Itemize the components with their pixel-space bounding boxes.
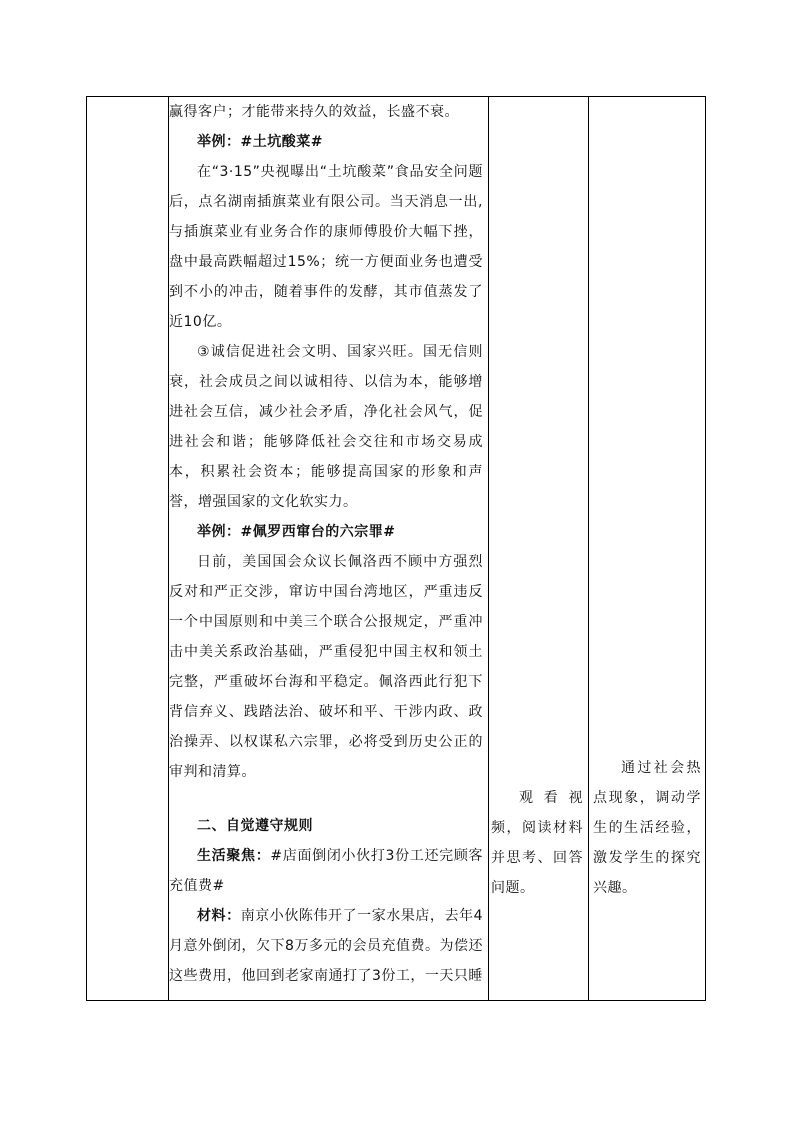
example-heading-2 [169,517,483,547]
paragraph-intro: 赢得客户；才能带来持久的效益，长盛不衰。 [169,104,459,120]
material-text: 南京小伙陈伟开了一家水果店，去年4月意外倒闭，欠下8万多元的会员充值费。为偿还这些费用，他回到老家南通打了3份工，一天只睡 [169,908,484,984]
focus-text: #店面倒闭小伙打3份工还完顾客充值费# [169,848,484,894]
column-divider-2 [488,97,489,1000]
teaching-content-column [169,97,483,991]
example-title: #土坑酸菜# [240,134,323,150]
life-focus [169,841,483,901]
material [169,901,483,991]
example-title: #佩罗西窜台的六宗罪# [240,524,396,540]
section-title: 二、自觉遵守规则 [197,818,313,834]
example-label: 举例： [197,134,241,150]
column-divider-3 [588,97,589,1000]
student-activity-text: 观看视频，阅读材料并思考、回答问题。 [491,790,583,896]
design-intent-text: 通过社会热点现象，调动学生的生活经验，激发学生的探究兴趣。 [593,760,701,896]
example-heading-1 [169,127,483,157]
paragraph-pickled-cabbage: 在“3·15”央视曝出“土坑酸菜”食品安全问题后，点名湖南插旗菜业有限公司。当天消息一出,与插旗菜业有业务合作的康师傅股价大幅下挫，盘中最高跌幅超过15%；统一方便面业务也遭受到不小的冲击，随着事件的发酵，其市值蒸发了近10亿。 [169,164,483,330]
paragraph-pelosi: 日前，美国国会众议长佩洛西不顾中方强烈反对和严正交涉，窜访中国台湾地区，严重违反一个中国原则和中美三个联合公报规定，严重冲击中美关系政治基础，严重侵犯中国主权和领土完整，严重破坏台海和平稳定。佩洛西此行犯下背信弃义、践踏法治、破坏和平、干涉内政、政治操弄、以权谋私六宗罪，必将受到历史公正的审判和清算。 [169,554,483,780]
lesson-table [86,96,706,1001]
student-activity-column [491,783,583,903]
design-intent-column [593,753,701,903]
paragraph-integrity: ③诚信促进社会文明、国家兴旺。国无信则衰，社会成员之间以诚相待、以信为本，能够增进社会互信，减少社会矛盾，净化社会风气，促进社会和谐；能够降低社会交往和市场交易成本，积累社会资本；能够提高国家的形象和声誉，增强国家的文化软实力。 [169,344,483,510]
example-label: 举例： [197,524,241,540]
material-label: 材料： [197,908,241,924]
focus-label: 生活聚焦： [197,848,271,864]
